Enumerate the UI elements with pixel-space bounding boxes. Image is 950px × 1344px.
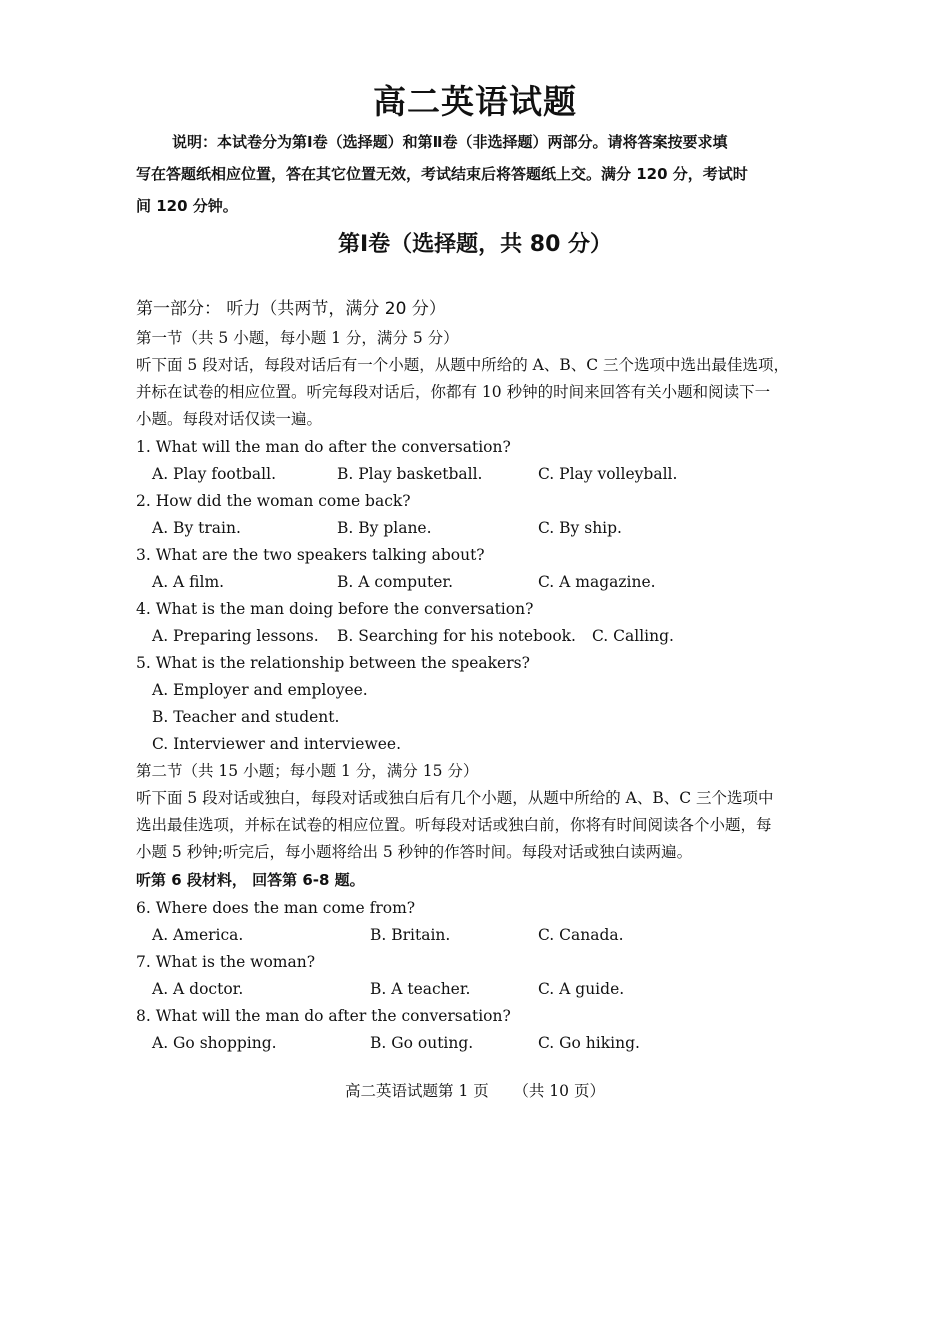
option-c: C. Canada. [538,926,624,944]
instructions-line-1: 说明：本试卷分为第Ⅰ卷（选择题）和第Ⅱ卷（非选择题）两部分。请将答案按要求填 [172,133,728,151]
option-a: A. By train. [152,519,241,537]
option-a: A. Employer and employee. [152,681,368,699]
question-1: 1. What will the man do after the conversation? [136,438,511,456]
option-a: A. Play football. [152,465,276,483]
option-a: A. Go shopping. [152,1034,277,1052]
option-b: B. Play basketball. [337,465,483,483]
option-b: B. Searching for his notebook. [337,627,576,645]
instructions-line-2: 写在答题纸相应位置，答在其它位置无效，考试结束后将答题纸上交。满分 120 分，考试时 [136,165,748,183]
question-4: 4. What is the man doing before the conversation? [136,600,534,618]
section2-heading: 第二节（共 15 小题；每小题 1 分，满分 15 分） [136,762,479,780]
option-a: A. America. [152,926,244,944]
section1-directions-line: 小题。每段对话仅读一遍。 [136,410,323,428]
option-b: B. A teacher. [370,980,471,998]
option-a: A. Preparing lessons. [152,627,319,645]
section1-heading: 第一节（共 5 小题，每小题 1 分，满分 5 分） [136,329,459,347]
volume-heading: 第Ⅰ卷（选择题，共 80 分） [337,232,613,257]
option-b: B. By plane. [337,519,432,537]
option-b: B. Britain. [370,926,451,944]
option-c: C. By ship. [538,519,622,537]
option-a: A. A film. [152,573,225,591]
page-title: 高二英语试题 [373,82,577,121]
option-b: B. A computer. [337,573,454,591]
page-footer: 高二英语试题第 1 页 （共 10 页） [345,1082,605,1100]
part1-heading: 第一部分： 听力（共两节，满分 20 分） [136,299,446,319]
option-c: C. A magazine. [538,573,656,591]
section2-directions-line: 选出最佳选项，并标在试卷的相应位置。听每段对话或独白前，你将有时间阅读各个小题，每 [136,816,772,834]
question-2: 2. How did the woman come back? [136,492,411,510]
option-c: C. Play volleyball. [538,465,678,483]
instructions-line-3: 间 120 分钟。 [136,197,238,215]
option-b: B. Teacher and student. [152,708,340,726]
question-8: 8. What will the man do after the conversation? [136,1007,511,1025]
question-5: 5. What is the relationship between the speakers? [136,654,530,672]
question-7: 7. What is the woman? [136,953,316,971]
option-a: A. A doctor. [152,980,244,998]
material-note: 听第 6 段材料， 回答第 6-8 题。 [136,871,365,889]
section1-directions-line: 并标在试卷的相应位置。听完每段对话后，你都有 10 秒钟的时间来回答有关小题和阅读下一 [136,383,771,401]
option-c: C. A guide. [538,980,625,998]
section2-directions-line: 听下面 5 段对话或独白，每段对话或独白后有几个小题，从题中所给的 A、B、C 三个选项中 [136,789,774,807]
section2-directions-line: 小题 5 秒钟;听完后，每小题将给出 5 秒钟的作答时间。每段对话或独白读两遍。 [136,843,693,861]
option-c: C. Go hiking. [538,1034,640,1052]
option-b: B. Go outing. [370,1034,474,1052]
section1-directions-line: 听下面 5 段对话，每段对话后有一个小题，从题中所给的 A、B、C 三个选项中选出最佳选项， [136,356,790,374]
option-c: C. Interviewer and interviewee. [152,735,401,753]
question-3: 3. What are the two speakers talking about? [136,546,485,564]
option-c: C. Calling. [592,627,674,645]
question-6: 6. Where does the man come from? [136,899,416,917]
